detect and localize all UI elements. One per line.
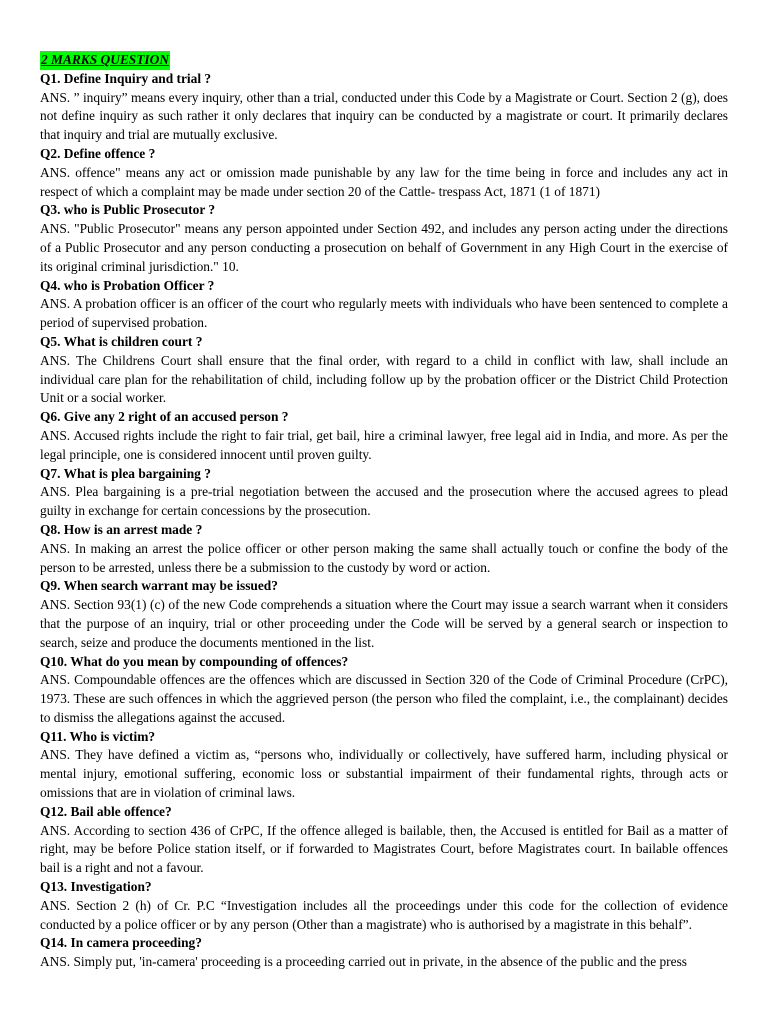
question: Q11. Who is victim? xyxy=(40,728,156,744)
question: Q4. who is Probation Officer ? xyxy=(40,277,215,293)
qa-item xyxy=(40,277,728,333)
question: Q13. Investigation? xyxy=(40,879,152,895)
answer: ANS. Section 2 (h) of Cr. P.C “Investigation includes all the proceedings under this code for the collection of evidence conducted by a police officer or by any person (Other than a magistrate) who is authorised by a magistrate in this behalf”. xyxy=(40,897,728,932)
qa-item xyxy=(40,408,728,464)
question: Q10. What do you mean by compounding of offences? xyxy=(40,653,349,669)
answer: ANS. "Public Prosecutor" means any person appointed under Section 492, and includes any person acting under the directions of a Public Prosecutor and any person conducting a prosecution on behalf of Government in any High Court in the exercise of its original criminal jurisdiction." 10. xyxy=(40,221,728,274)
answer: ANS. The Childrens Court shall ensure that the final order, with regard to a child in conflict with law, shall include an individual care plan for the rehabilitation of child, including follow up by the probation officer or the District Child Protection Unit or a social worker. xyxy=(40,352,728,406)
question: Q7. What is plea bargaining ? xyxy=(40,465,211,481)
question: Q14. In camera proceeding? xyxy=(40,935,202,951)
question: Q8. How is an arrest made ? xyxy=(40,521,203,537)
qa-item xyxy=(40,803,728,878)
answer: ANS. Plea bargaining is a pre-trial negotiation between the accused and the prosecution where the accused agrees to plead guilty in exchange for certain concessions by the prosecution. xyxy=(40,484,728,519)
heading-line xyxy=(40,51,728,70)
question: Q12. Bail able offence? xyxy=(40,803,172,819)
qa-item xyxy=(40,333,728,408)
qa-item xyxy=(40,521,728,577)
document-page xyxy=(40,51,728,972)
answer: ANS. Accused rights include the right to fair trial, get bail, hire a criminal lawyer, free legal aid in India, and more. As per the legal principle, one is considered innocent until proven guilty. xyxy=(40,427,728,462)
answer: ANS. Compoundable offences are the offences which are discussed in Section 320 of the Code of Criminal Procedure (CrPC), 1973. These are such offences in which the aggrieved person (the person who filed the complaint, i.e., the complainant) decides to dismiss the allegations against the accused. xyxy=(40,672,728,725)
question: Q3. who is Public Prosecutor ? xyxy=(40,202,216,218)
answer: ANS. ” inquiry” means every inquiry, other than a trial, conducted under this Code by a Magistrate or Court. Section 2 (g), does not define inquiry as such rather it only declares that inquiry can be conducted by a magistrate or court. It primarily declares that inquiry and trial are mutually exclusive. xyxy=(40,89,728,143)
question: Q2. Define offence ? xyxy=(40,145,156,161)
answer: ANS. They have defined a victim as, “persons who, individually or collectively, have suffered harm, including physical or mental injury, emotional suffering, economic loss or substantial impairment of their fundamental rights, through acts or omissions that are in violation of criminal laws. xyxy=(40,747,728,801)
question: Q6. Give any 2 right of an accused person ? xyxy=(40,409,289,425)
answer: ANS. A probation officer is an officer of the court who regularly meets with individuals who have been sentenced to complete a period of supervised probation. xyxy=(40,296,728,331)
answer: ANS. Section 93(1) (c) of the new Code comprehends a situation where the Court may issue a search warrant when it considers that the purpose of an inquiry, trial or other proceeding under the Code will be served by a general search or inspection to search, seize and produce the documents mentioned in the list. xyxy=(40,597,728,650)
answer: ANS. Simply put, 'in-camera' proceeding is a proceeding carried out in private, in the absence of the public and the press xyxy=(40,954,688,970)
qa-item xyxy=(40,878,728,934)
qa-item xyxy=(40,70,728,145)
qa-item xyxy=(40,653,728,728)
section-heading: 2 MARKS QUESTION xyxy=(40,51,170,70)
question: Q9. When search warrant may be issued? xyxy=(40,578,278,594)
qa-item xyxy=(40,934,728,972)
qa-item xyxy=(40,145,728,201)
question: Q5. What is children court ? xyxy=(40,333,203,349)
qa-item xyxy=(40,577,728,652)
qa-item xyxy=(40,201,728,276)
answer: ANS. offence" means any act or omission made punishable by any law for the time being in force and includes any act in respect of which a complaint may be made under section 20 of the Cattle- trespass Act, 1871 (1 of 1871) xyxy=(40,164,728,199)
answer: ANS. According to section 436 of CrPC, If the offence alleged is bailable, then, the Accused is entitled for Bail as a matter of right, may be before Police station itself, or if forwarded to Magistrates Court, before Magistrates court. In bailable offences bail is a right and not a favour. xyxy=(40,822,728,876)
qa-item xyxy=(40,728,728,803)
qa-item xyxy=(40,465,728,521)
answer: ANS. In making an arrest the police officer or other person making the same shall actually touch or confine the body of the person to be arrested, unless there be a submission to the custody by word or action. xyxy=(40,540,728,575)
question: Q1. Define Inquiry and trial ? xyxy=(40,70,212,86)
